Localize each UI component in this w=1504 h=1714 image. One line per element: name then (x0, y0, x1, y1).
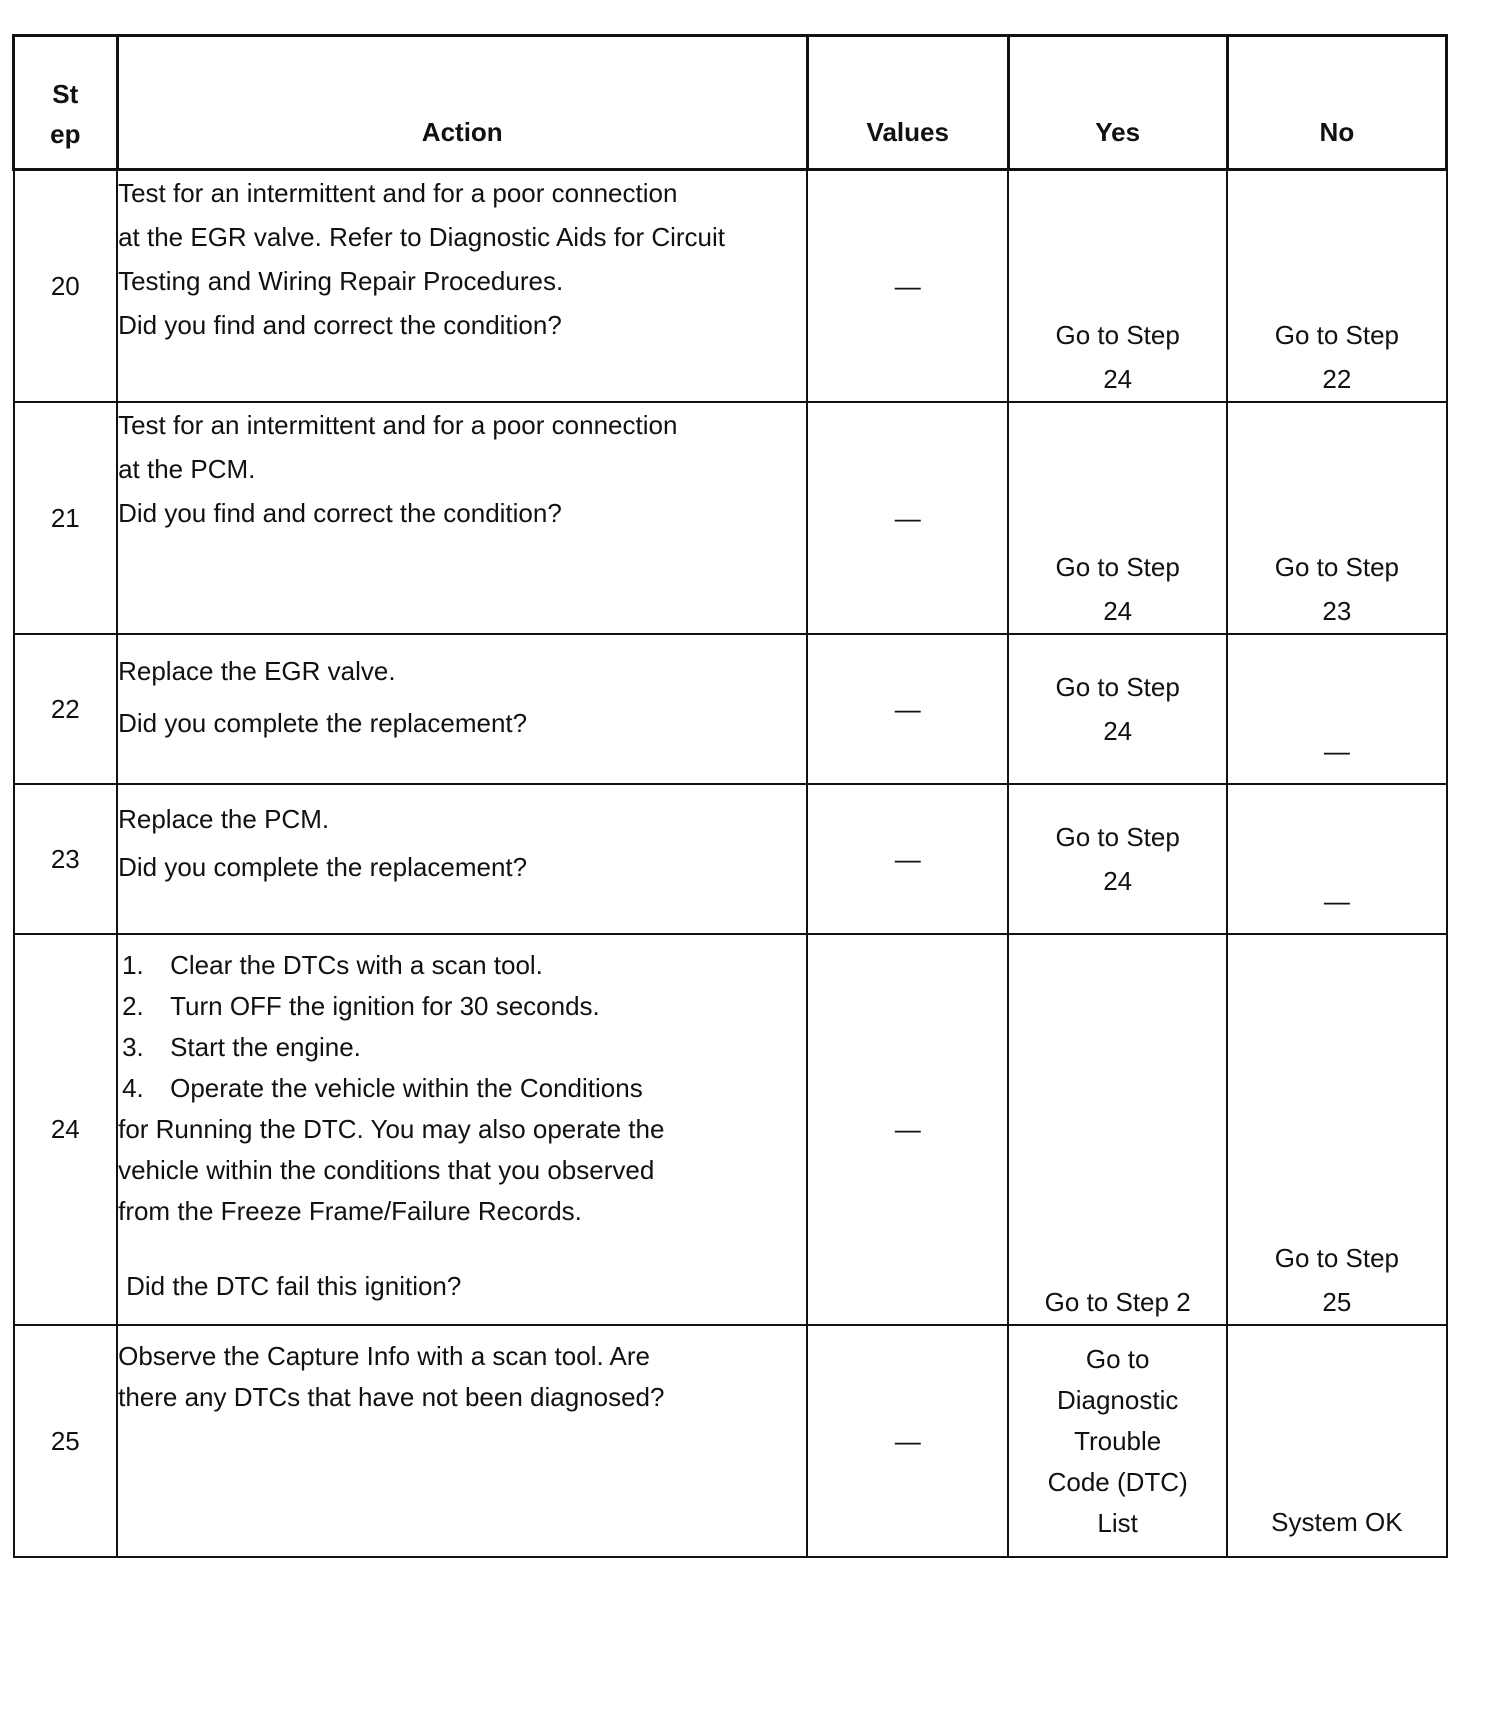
yes-line: Diagnostic (1056, 1384, 1179, 1415)
yes-line: 24 (1103, 595, 1133, 626)
table-row (14, 934, 1447, 1325)
yes-cell (1008, 170, 1227, 402)
no-line: — (1323, 885, 1350, 916)
list-text: Turn OFF the ignition for 30 seconds. (170, 990, 600, 1021)
no-line: System OK (1271, 1506, 1403, 1537)
no-line: 23 (1322, 595, 1352, 626)
values-cell: — (807, 1325, 1008, 1557)
action-cell (117, 1325, 807, 1557)
yes-line: Code (DTC) (1047, 1466, 1188, 1497)
list-item (118, 1068, 806, 1109)
action-cell (117, 170, 807, 402)
yes-cell (1008, 1325, 1227, 1557)
values-cell: — (807, 402, 1008, 634)
step-number: 25 (14, 1325, 118, 1557)
step-number: 24 (14, 934, 118, 1325)
action-line: there any DTCs that have not been diagnosed? (118, 1381, 665, 1412)
no-line: 22 (1322, 363, 1352, 394)
action-line: from the Freeze Frame/Failure Records. (118, 1195, 582, 1226)
step-number: 22 (14, 634, 118, 784)
table-row (14, 784, 1447, 934)
step-header-line: ep (50, 119, 81, 149)
no-header: No (1227, 36, 1446, 170)
values-cell: — (807, 784, 1008, 934)
action-line: Replace the EGR valve. (118, 655, 396, 686)
action-line: Observe the Capture Info with a scan tool. Are (118, 1340, 650, 1371)
table-row (14, 170, 1447, 402)
action-cell (117, 634, 807, 784)
action-line: Testing and Wiring Repair Procedures. (118, 266, 564, 296)
action-line: Did you complete the replacement? (118, 851, 528, 882)
no-cell (1227, 934, 1446, 1325)
table-row (14, 634, 1447, 784)
header-row (14, 36, 1447, 170)
step-number: 23 (14, 784, 118, 934)
list-number: 2. (122, 990, 144, 1021)
action-line: Test for an intermittent and for a poor connection (118, 409, 678, 440)
action-cell (117, 402, 807, 634)
action-line: vehicle within the conditions that you observed (118, 1154, 655, 1185)
yes-line: Go to Step 2 (1044, 1286, 1191, 1317)
yes-line: Trouble (1074, 1425, 1162, 1456)
action-cell (117, 934, 807, 1325)
no-cell (1227, 402, 1446, 634)
no-line: Go to Step (1274, 551, 1400, 582)
spacer (118, 1232, 806, 1266)
no-line: 25 (1322, 1286, 1352, 1317)
list-text: Start the engine. (170, 1031, 361, 1062)
yes-header: Yes (1008, 36, 1227, 170)
action-cell (117, 784, 807, 934)
numbered-steps (118, 945, 806, 1109)
values-cell: — (807, 170, 1008, 402)
no-cell (1227, 170, 1446, 402)
no-cell (1227, 634, 1446, 784)
yes-cell (1008, 634, 1227, 784)
action-line: Replace the PCM. (118, 803, 330, 834)
action-question: Did the DTC fail this ignition? (126, 1270, 462, 1301)
no-line: — (1323, 735, 1350, 766)
action-header: Action (117, 36, 807, 170)
action-line: Test for an intermittent and for a poor connection (118, 178, 678, 208)
action-line: Did you complete the replacement? (118, 707, 528, 738)
values-cell: — (807, 934, 1008, 1325)
yes-line: Go to Step (1055, 821, 1180, 852)
table-row (14, 402, 1447, 634)
list-number: 4. (122, 1072, 144, 1103)
table-row (14, 1325, 1447, 1557)
values-cell: — (807, 634, 1008, 784)
step-header-line: St (52, 79, 79, 109)
yes-cell (1008, 934, 1227, 1325)
list-text: Clear the DTCs with a scan tool. (170, 949, 543, 980)
step-number: 21 (14, 402, 118, 634)
yes-line: 24 (1103, 715, 1133, 746)
yes-line: Go to Step (1055, 319, 1180, 350)
action-line: Did you find and correct the condition? (118, 310, 562, 340)
yes-line: List (1097, 1507, 1138, 1538)
list-item (118, 1027, 806, 1068)
action-line: Did you find and correct the condition? (118, 497, 562, 528)
yes-line: 24 (1103, 363, 1133, 394)
yes-cell (1008, 784, 1227, 934)
step-header (14, 36, 118, 170)
yes-line: Go to Step (1055, 551, 1180, 582)
action-line: at the PCM. (118, 453, 256, 484)
action-line: at the EGR valve. Refer to Diagnostic Aids for Circuit (118, 222, 726, 252)
no-line: Go to Step (1274, 1242, 1400, 1273)
diagnostic-table (12, 34, 1448, 1558)
no-cell (1227, 1325, 1446, 1557)
step-number: 20 (14, 170, 118, 402)
action-line: for Running the DTC. You may also operate the (118, 1113, 665, 1144)
values-header: Values (807, 36, 1008, 170)
list-text: Operate the vehicle within the Conditions (170, 1072, 643, 1103)
yes-line: 24 (1103, 865, 1133, 896)
yes-cell (1008, 402, 1227, 634)
yes-line: Go to Step (1055, 671, 1180, 702)
list-item (118, 945, 806, 986)
list-item (118, 986, 806, 1027)
no-cell (1227, 784, 1446, 934)
yes-line: Go to (1085, 1343, 1150, 1374)
no-line: Go to Step (1274, 319, 1400, 350)
list-number: 3. (122, 1031, 144, 1062)
list-number: 1. (122, 949, 144, 980)
